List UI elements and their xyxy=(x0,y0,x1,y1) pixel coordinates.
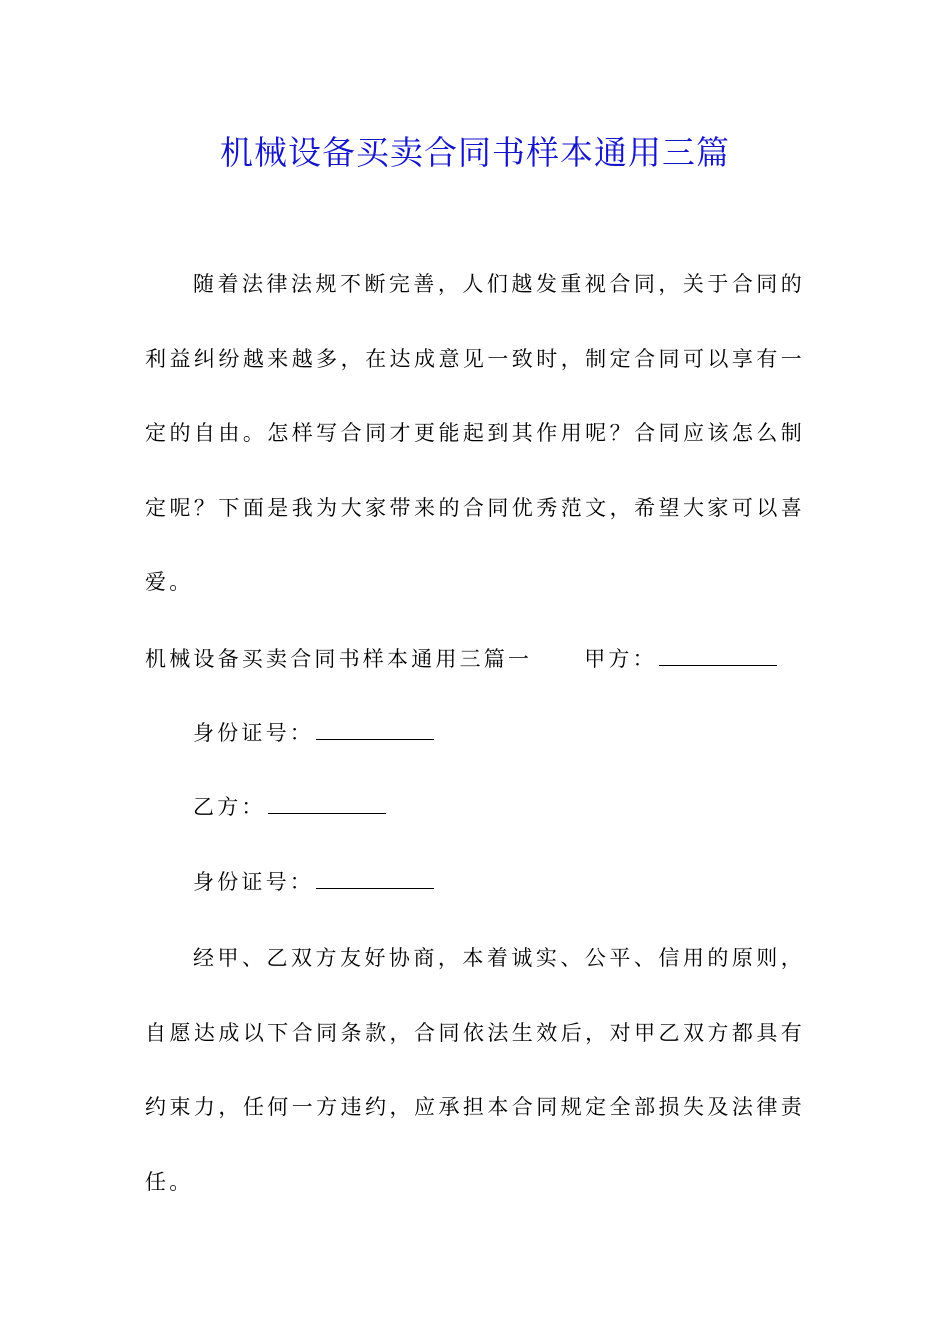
party-a-id-label: 身份证号： xyxy=(193,721,314,745)
party-a-id-line xyxy=(193,718,434,748)
party-b-id-label: 身份证号： xyxy=(193,870,314,894)
section-heading-line xyxy=(145,644,777,674)
party-a-blank xyxy=(659,645,777,666)
section-heading: 机械设备买卖合同书样本通用三篇一 xyxy=(145,647,533,671)
party-b-blank xyxy=(268,793,386,814)
party-b-line xyxy=(193,792,386,822)
intro-paragraph: 随着法律法规不断完善，人们越发重视合同，关于合同的利益纠纷越来越多，在达成意见一致时，制定合同可以享有一定的自由。怎样写合同才更能起到其作用呢？合同应该怎么制定呢？下面是我为大家带来的合同优秀范文，希望大家可以喜爱。 xyxy=(145,272,805,594)
document-title: 机械设备买卖合同书样本通用三篇 xyxy=(220,133,730,172)
party-b-id-blank xyxy=(316,868,434,889)
party-b-id-line xyxy=(193,867,434,897)
party-a-label: 甲方： xyxy=(584,647,657,671)
party-a-id-blank xyxy=(316,719,434,740)
agreement-paragraph: 经甲、乙双方友好协商，本着诚实、公平、信用的原则，自愿达成以下合同条款，合同依法生效后，对甲乙双方都具有约束力，任何一方违约，应承担本合同规定全部损失及法律责任。 xyxy=(145,946,805,1194)
party-b-label: 乙方： xyxy=(193,795,266,819)
